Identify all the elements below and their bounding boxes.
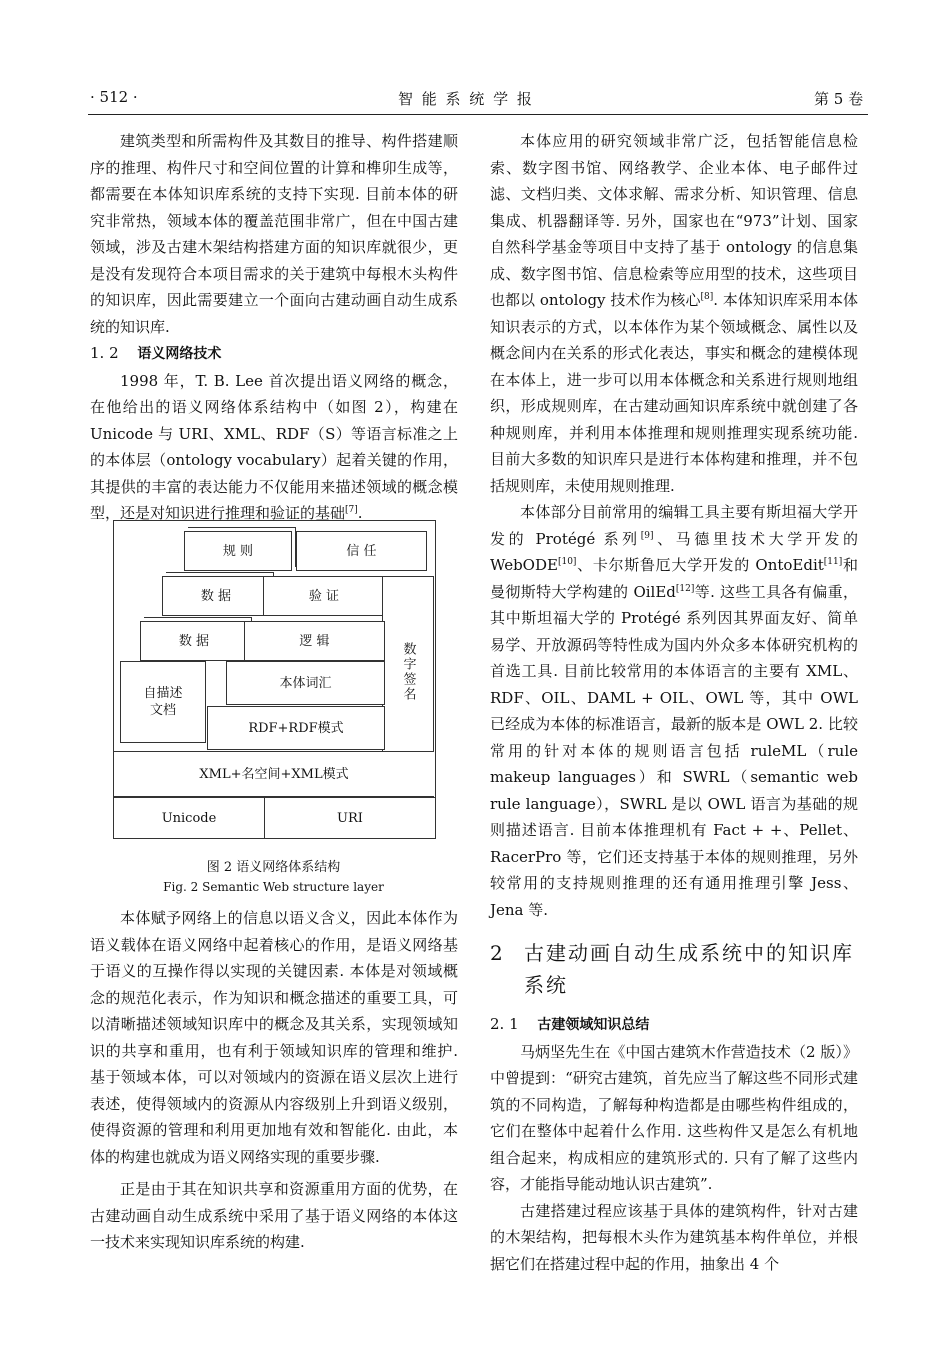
header-rule: [88, 114, 868, 115]
layer-logic: 逻 辑: [244, 621, 385, 661]
figure-caption-cn: 图 2 语义网络体系结构: [206, 860, 341, 875]
reference-10: [10]: [557, 557, 577, 567]
journal-title: 智 能 系 统 学 报: [398, 90, 534, 108]
left-paragraph-1: 建筑类型和所需构件及其数目的推导、构件搭建顺序的推理、构件尺寸和空间位置的计算和榫卯生成等，都需要在本体知识库系统的支持下实现. 目前本体的研究非常热，领域本体的覆盖范围非常广，但在中国古建领域，涉及古建木架结构搭建方面的知识库就很少，更是没有发现符合本项目需求的关于建筑中每根木头构件的知识库，因此需要建立一个面向古建动画自动生成系统的知识库.: [90, 132, 458, 336]
layer-xml: XML+名空间+XML模式: [114, 751, 434, 797]
layer-proof: 验 证: [263, 576, 385, 616]
section-2-number: 2: [490, 941, 505, 965]
right-paragraph-2-text-a: 本体部分目前常用的编辑工具主要有斯坦福大学开发的 Protégé 系列: [490, 503, 858, 548]
right-paragraph-2-text-b: 、马德里技术大学开发的 WebODE: [490, 529, 858, 574]
layer-self-describing-doc: [120, 661, 206, 743]
reference-8: [8]: [700, 292, 714, 302]
reference-12: [12]: [675, 583, 695, 594]
layer-data-2: 数 据: [140, 621, 248, 661]
layer-data-1: 数 据: [162, 576, 270, 616]
right-paragraph-3: 马炳坚先生在《中国古建筑木作营造技术（2 版）》中曾提到：“研究古建筑，首先应当了解这些不同形式建筑的不同构造，了解每种构造都是由哪些构件组成的，它们在整体中起着什么作用. 这些构件又是怎么有机地组合起来，构成相应的建筑形式的. 只有了解了这些内容，才能指导能动地认识古建筑”.: [490, 1042, 858, 1193]
right-paragraph-1-text-b: . 本体知识库采用本体知识表示的方式，以本体作为某个领域概念、属性以及概念间内在关系的形式化表达，事实和概念的建模体现在本体上，进一步可以用本体概念和关系进行规则地组织，形成规则库，在古建动画知识库系统中就创建了各种规则库，并利用本体推理和规则推理实现系统功能. 目前大多数的知识库只是进行本体构建和推理，并不包括规则库，未使用规则推理.: [490, 291, 858, 495]
right-column: [490, 128, 858, 1277]
right-paragraph-1-text-a: 本体应用的研究领域非常广泛，包括智能信息检索、数字图书馆、网络教学、企业本体、电子邮件过滤、文档归类、文体求解、需求分析、知识管理、信息集成、机器翻译等. 另外，国家也在“973”计划、国家自然科学基金等项目中支持了基于 ontology 的信息集成、数字图书馆、信息检索等应用型的技术，这些项目也都以 ontology 技术作为核心: [490, 132, 858, 309]
layer-rules: 规 则: [184, 531, 292, 571]
layer-digital-signature: 数字签名: [382, 576, 434, 768]
right-paragraph-2-text-c: 、卡尔斯鲁厄大学开发的 OntoEdit: [576, 556, 824, 574]
right-paragraph-1: [490, 128, 858, 499]
layer-ontology-vocabulary: 本体词汇: [226, 661, 385, 705]
section-2-1-title: 古建领域知识总结: [537, 1017, 650, 1033]
left-paragraph-3: 本体赋予网络上的信息以语义含义，因此本体作为语义载体在语义网络中起着核心的作用，是语义网络基于语义的互操作得以实现的关键因素. 本体是对领域概念的规范化表示，作为知识和概念描述的重要工具，可以清晰描述领域知识库中的概念及其关系，实现领域知识的共享和重用，也有利于领域知识库的管理和维护. 基于领域本体，可以对领域内的资源在语义层次上进行表述，使得领域内的资源从内容级别上升到语义级别，使得资源的管理和利用更加地有效和智能化. 由此，本体的构建也就成为语义网络实现的重要步骤.: [90, 909, 458, 1166]
left-column-top: [90, 128, 458, 527]
volume-label: 第 5 卷: [814, 90, 864, 108]
left-paragraph-2-text: 1998 年，T. B. Lee 首次提出语义网络的概念，在他给出的语义网络体系结构中（如图 2），构建在 Unicode 与 URI、XML、RDF（S）等语言标准之上的本体层（ontology vocabulary）起着关键的作用，其提供的丰富的表达能力不仅能用来描述领域的概念模型，还是对知识进行推理和验证的基础: [90, 371, 458, 522]
section-2-heading: [490, 937, 858, 1001]
right-paragraph-2: [490, 499, 858, 923]
reference-9: [9]: [640, 530, 654, 541]
reference-7: [7]: [345, 505, 358, 515]
layer-unicode: Unicode: [114, 797, 265, 838]
right-paragraph-2-text-d: 和曼彻斯特大学构建的 OilEd: [490, 556, 858, 601]
section-2-title: 古建动画自动生成系统中的知识库系统: [524, 941, 854, 997]
reference-11: [11]: [823, 557, 843, 567]
left-paragraph-2-end: .: [357, 504, 363, 522]
figure-caption-en: Fig. 2 Semantic Web structure layer: [163, 880, 384, 894]
left-column-bottom: [90, 905, 458, 1256]
section-2-1-heading: [490, 1011, 858, 1039]
section-2-1-number: 2. 1: [490, 1015, 519, 1033]
right-paragraph-4: 古建搭建过程应该基于具体的建筑构件，针对古建的木架结构，把每根木头作为建筑基本构件单位，并根据它们在搭建过程中起的作用，抽象出 4 个: [490, 1201, 858, 1273]
section-number: 1. 2: [90, 344, 119, 362]
page-number: · 512 ·: [90, 88, 138, 106]
section-title: 语义网络技术: [137, 346, 222, 362]
layer-uri: URI: [264, 797, 435, 838]
right-paragraph-2-text-e: 等. 这些工具各有偏重，其中斯坦福大学的 Protégé 系列因其界面友好、简单易学、开放源码等特性成为国内外众多本体研究机构的首选工具. 目前比较常用的本体语言的主要有 XML、RDF、OIL、DAML + OIL、OWL 等，其中 OWL 已经成为本体的标准语言，最新的版本是 OWL 2. 比较常用的针对本体的规则语言包括 ruleML（rule makeup languages）和 SWRL（semantic web rule language），SWRL 是以 OWL 语言为基础的规则描述语言. 目前本体推理机有 Fact + +、Pellet、RacerPro 等，它们还支持基于本体的规则推理，另外较常用的支持规则推理的还有通用推理引擎 Jess、Jena 等.: [490, 582, 858, 919]
layer-rdf: RDF+RDF模式: [207, 706, 385, 750]
self-desc-label: 自描述文档: [143, 686, 183, 718]
left-paragraph-2: [90, 368, 458, 527]
section-1-2-heading: [90, 340, 458, 368]
semantic-web-layer-diagram: [113, 520, 436, 839]
left-paragraph-4: 正是由于其在知识共享和资源重用方面的优势，在古建动画自动生成系统中采用了基于语义网络的本体这一技术来实现知识库系统的构建.: [90, 1180, 458, 1251]
layer-trust: 信 任: [296, 531, 427, 571]
